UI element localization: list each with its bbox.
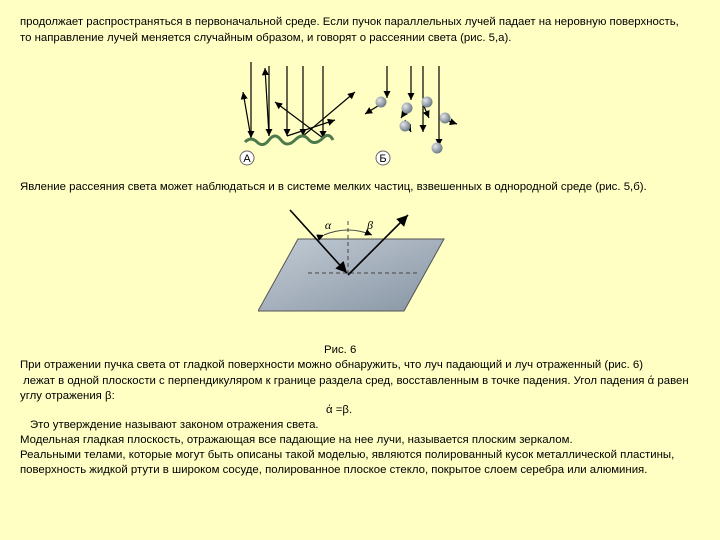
intro-line-2: то направление лучей меняется случайным образом, и говорят о рассеянии света (рис. 5,а). xyxy=(20,32,512,44)
figure-5b-label: Б xyxy=(379,153,387,165)
reflection-formula: ά =β. xyxy=(326,404,353,416)
figure-6 xyxy=(258,205,448,317)
reflection-diagram xyxy=(258,205,448,317)
real-bodies-line-1: Реальными телами, которые могут быть описаны такой моделью, являются полированный кусок металлической пластины, xyxy=(20,449,675,461)
rough-surface-diagram xyxy=(225,62,370,172)
figure-5b xyxy=(365,62,465,172)
reflection-line-2: лежат в одной плоскости с перпендикуляром к границе раздела сред, восставленным в точке падения. Угол падения ά равен xyxy=(20,375,689,387)
beta-label: β xyxy=(367,218,373,232)
alpha-label: α xyxy=(324,218,332,232)
figure-5a xyxy=(225,62,370,172)
reflection-law: Это утверждение называют законом отражения света. xyxy=(30,419,319,431)
figure-6-caption: Рис. 6 xyxy=(324,344,357,356)
intro-line-1: продолжает распространяться в первоначальной среде. Если пучок параллельных лучей падает на неровную поверхность, xyxy=(20,16,679,28)
reflection-line-1: При отражении пучка света от гладкой поверхности можно обнаружить, что луч падающий и луч отраженный (рис. 6) xyxy=(20,359,644,371)
reflection-line-3: углу отражения β: xyxy=(20,390,115,402)
scatter-paragraph: Явление рассеяния света может наблюдаться и в системе мелких частиц, взвешенных в однородной среде (рис. 5,б). xyxy=(20,181,647,193)
real-bodies-line-2: поверхность жидкой ртути в широком сосуде, полированное плоское стекло, покрытое слоем серебра или алюминия. xyxy=(20,464,648,476)
mirror-definition: Модельная гладкая плоскость, отражающая все падающие на нее лучи, называется плоским зеркалом. xyxy=(20,434,573,446)
figure-5a-label: А xyxy=(243,153,251,165)
particle-scattering-diagram xyxy=(365,62,465,172)
